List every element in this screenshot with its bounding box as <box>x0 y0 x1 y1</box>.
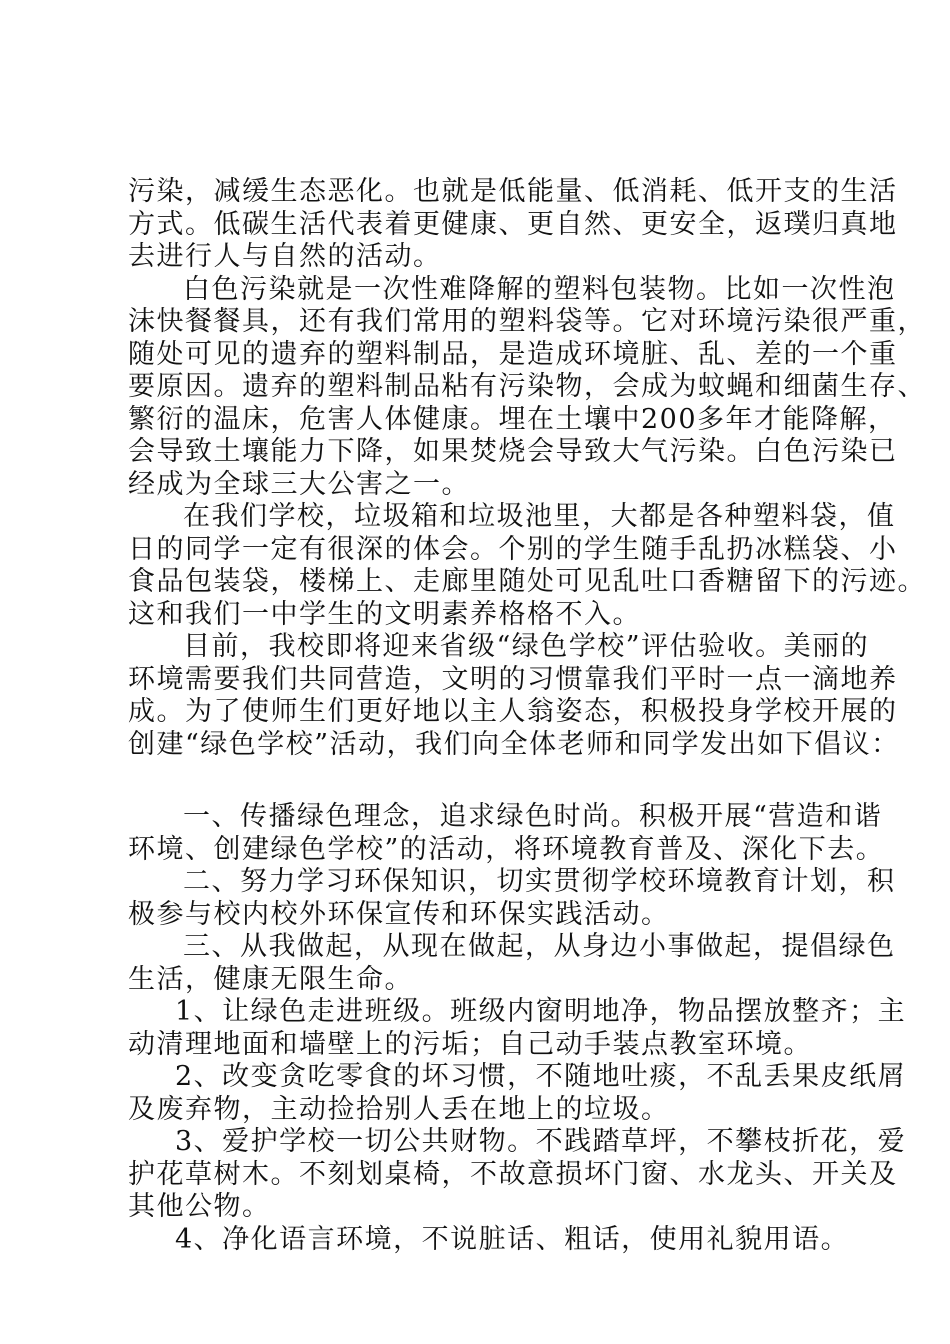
document-body <box>128 176 926 1256</box>
text-line: 护花草树木。不刻划桌椅，不故意损坏门窗、水龙头、开关及 <box>128 1158 898 1190</box>
text-line: 及废弃物，主动捡拾别人丢在地上的垃圾。 <box>128 1093 670 1125</box>
text-line: 生活，健康无限生命。 <box>128 963 413 995</box>
text-line: 成。为了使师生们更好地以主人翁姿态，积极投身学校开展的 <box>128 696 898 727</box>
paragraph-white-pollution: 白色污染就是一次性难降解的塑料包装物。比如一次性泡 <box>183 273 896 305</box>
text-line: 创建“绿色学校”活动，我们向全体老师和同学发出如下倡议： <box>128 728 900 760</box>
text-line: 极参与校内校外环保宣传和环保实践活动。 <box>128 898 670 930</box>
paragraph-green-school: 目前，我校即将迎来省级“绿色学校”评估验收。美丽的 <box>183 631 870 662</box>
sub-item-3: 3、爱护学校一切公共财物。不践踏草坪，不攀枝折花，爱 <box>175 1126 907 1157</box>
paragraph-school-garbage: 在我们学校，垃圾箱和垃圾池里，大都是各种塑料袋，值 <box>183 501 896 532</box>
paragraph-gap <box>128 761 833 801</box>
text-line: 环境需要我们共同营造，文明的习惯靠我们平时一点一滴地养 <box>128 663 898 695</box>
proposal-item-1: 一、传播绿色理念，追求绿色时尚。积极开展“营造和谐 <box>183 801 883 832</box>
text-line: 经成为全球三大公害之一。 <box>128 468 470 500</box>
sub-item-4: 4、净化语言环境，不说脏话、粗话，使用礼貌用语。 <box>175 1223 850 1255</box>
proposal-item-2: 二、努力学习环保知识，切实贯彻学校环境教育计划，积 <box>183 866 896 897</box>
sub-item-1: 1、让绿色走进班级。班级内窗明地净，物品摆放整齐；主 <box>175 996 907 1027</box>
text-line: 去进行人与自然的活动。 <box>128 241 442 272</box>
text-line: 沫快餐餐具，还有我们常用的塑料袋等。它对环境污染很严重， <box>128 306 926 337</box>
text-line: 方式。低碳生活代表着更健康、更自然、更安全，返璞归真地 <box>128 208 898 240</box>
text-line: 日的同学一定有很深的体会。个别的学生随手乱扔冰糕袋、小 <box>128 533 898 565</box>
text-line: 随处可见的遗弃的塑料制品，是造成环境脏、乱、差的一个重 <box>128 338 898 370</box>
text-line: 这和我们一中学生的文明素养格格不入。 <box>128 598 641 630</box>
sub-item-2: 2、改变贪吃零食的坏习惯，不随地吐痰，不乱丢果皮纸屑 <box>175 1061 907 1092</box>
text-line: 食品包装袋，楼梯上、走廊里随处可见乱吐口香糖留下的污迹。 <box>128 566 926 597</box>
text-line: 动清理地面和墙壁上的污垢；自己动手装点教室环境。 <box>128 1028 812 1060</box>
proposal-item-3: 三、从我做起，从现在做起，从身边小事做起，提倡绿色 <box>183 931 896 962</box>
text-line: 环境、创建绿色学校”的活动，将环境教育普及、深化下去。 <box>128 833 885 865</box>
text-line: 要原因。遗弃的塑料制品粘有污染物，会成为蚊蝇和细菌生存、 <box>128 371 926 402</box>
text-line: 其他公物。 <box>128 1191 271 1222</box>
text-line: 会导致土壤能力下降，如果焚烧会导致大气污染。白色污染已 <box>128 436 898 467</box>
text-line: 繁衍的温床，危害人体健康。埋在土壤中200多年才能降解， <box>128 403 897 435</box>
text-line: 污染，减缓生态恶化。也就是低能量、低消耗、低开支的生活 <box>128 176 898 207</box>
